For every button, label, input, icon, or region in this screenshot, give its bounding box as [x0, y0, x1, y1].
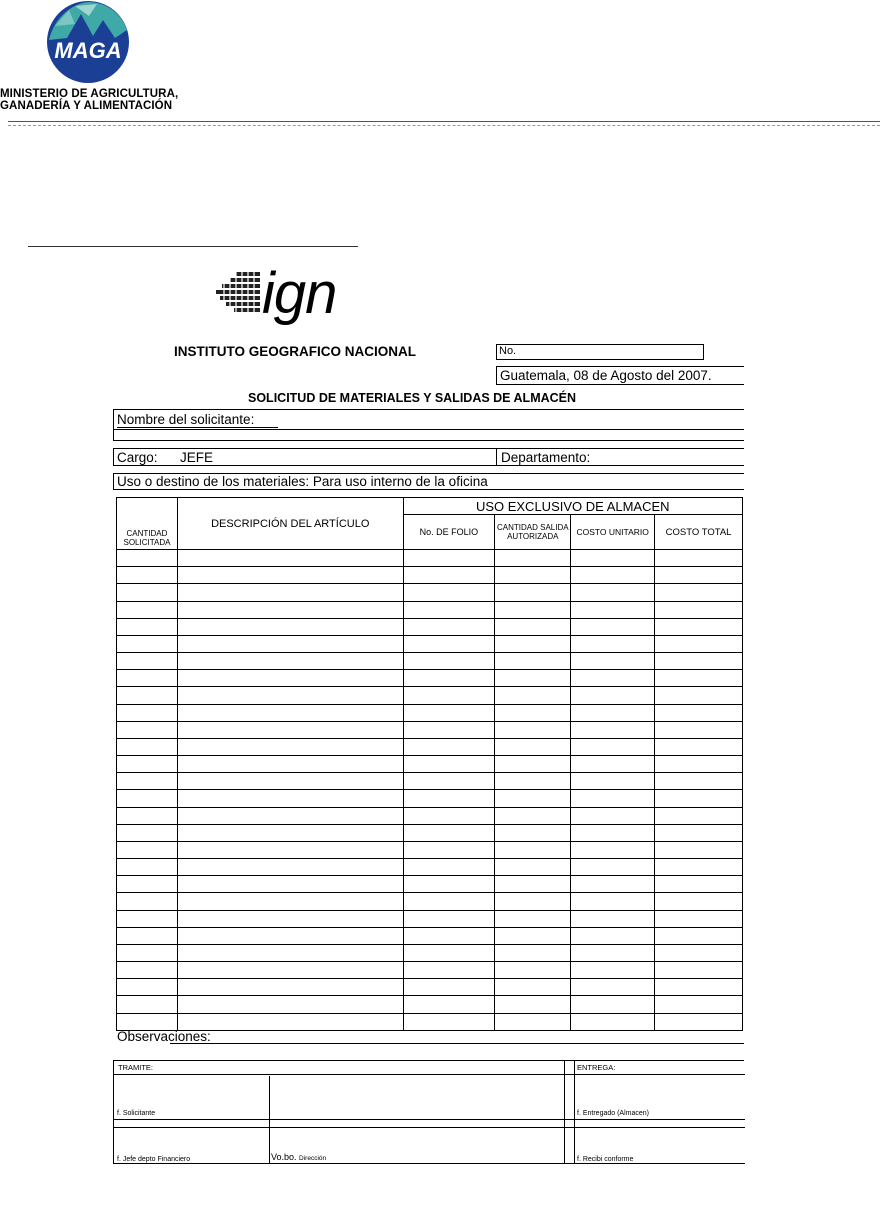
table-cell[interactable] — [177, 859, 403, 876]
table-cell[interactable] — [177, 670, 403, 687]
table-cell[interactable] — [403, 962, 495, 979]
vobo-label: Vo.bo. — [271, 1152, 297, 1162]
table-cell[interactable] — [571, 979, 655, 996]
table-row — [117, 979, 743, 996]
items-table — [116, 497, 743, 1031]
cargo-label: Cargo: — [117, 450, 158, 465]
table-cell[interactable] — [495, 807, 571, 824]
table-row — [117, 704, 743, 721]
table-cell[interactable] — [571, 738, 655, 755]
table-cell[interactable] — [403, 996, 495, 1013]
table-cell[interactable] — [655, 601, 743, 618]
table-cell[interactable] — [177, 962, 403, 979]
table-cell[interactable] — [117, 653, 178, 670]
table-cell[interactable] — [655, 704, 743, 721]
table-row — [117, 841, 743, 858]
col-description-header: DESCRIPCIÓN DEL ARTÍCULO — [177, 498, 403, 550]
table-row — [117, 670, 743, 687]
table-cell[interactable] — [571, 876, 655, 893]
table-cell[interactable] — [495, 756, 571, 773]
table-cell[interactable] — [495, 773, 571, 790]
tramite-label: TRAMITE: — [118, 1063, 153, 1072]
table-cell[interactable] — [571, 567, 655, 584]
table-row — [117, 738, 743, 755]
table-cell[interactable] — [117, 773, 178, 790]
table-cell[interactable] — [177, 1013, 403, 1030]
table-cell[interactable] — [117, 841, 178, 858]
table-cell[interactable] — [403, 704, 495, 721]
table-cell[interactable] — [177, 979, 403, 996]
table-cell[interactable] — [403, 944, 495, 961]
table-cell[interactable] — [655, 944, 743, 961]
table-row — [117, 773, 743, 790]
observations-line[interactable] — [170, 1043, 744, 1044]
table-cell[interactable] — [403, 550, 495, 567]
table-cell[interactable] — [117, 944, 178, 961]
table-cell[interactable] — [403, 670, 495, 687]
table-cell[interactable] — [117, 738, 178, 755]
table-cell[interactable] — [177, 910, 403, 927]
table-cell[interactable] — [177, 738, 403, 755]
table-cell[interactable] — [495, 927, 571, 944]
table-cell[interactable] — [117, 790, 178, 807]
table-cell[interactable] — [177, 756, 403, 773]
use-field[interactable] — [113, 473, 744, 490]
table-row — [117, 567, 743, 584]
table-cell[interactable] — [571, 841, 655, 858]
table-cell[interactable] — [403, 824, 495, 841]
table-cell[interactable] — [177, 996, 403, 1013]
table-cell[interactable] — [655, 893, 743, 910]
table-cell[interactable] — [571, 859, 655, 876]
table-cell[interactable] — [117, 979, 178, 996]
table-row — [117, 962, 743, 979]
date-field: Guatemala, 08 de Agosto del 2007. — [496, 366, 744, 385]
signature-jefe-financiero[interactable]: f. Jefe depto Financiero — [117, 1156, 191, 1163]
table-cell[interactable] — [117, 1013, 178, 1030]
department-label: Departamento: — [501, 450, 591, 465]
table-cell[interactable] — [495, 670, 571, 687]
table-cell[interactable] — [655, 824, 743, 841]
table-cell[interactable] — [177, 841, 403, 858]
table-cell[interactable] — [571, 550, 655, 567]
table-cell[interactable] — [403, 841, 495, 858]
table-cell[interactable] — [655, 756, 743, 773]
table-cell[interactable] — [495, 1013, 571, 1030]
table-cell[interactable] — [655, 687, 743, 704]
table-cell[interactable] — [655, 807, 743, 824]
table-cell[interactable] — [177, 550, 403, 567]
table-cell[interactable] — [495, 841, 571, 858]
table-cell[interactable] — [655, 910, 743, 927]
signature-entregado[interactable]: f. Entregado (Almacen) — [577, 1110, 649, 1117]
table-row — [117, 910, 743, 927]
table-cell[interactable] — [403, 859, 495, 876]
table-cell[interactable] — [495, 944, 571, 961]
table-cell[interactable] — [571, 927, 655, 944]
table-cell[interactable] — [655, 550, 743, 567]
table-cell[interactable] — [571, 996, 655, 1013]
table-cell[interactable] — [571, 1013, 655, 1030]
table-cell[interactable] — [495, 704, 571, 721]
maga-logo — [45, 0, 131, 84]
item-rows — [117, 550, 743, 1031]
table-cell[interactable] — [655, 876, 743, 893]
table-cell[interactable] — [177, 790, 403, 807]
header-divider-dashed — [8, 125, 880, 126]
table-cell[interactable] — [177, 807, 403, 824]
svg-text:MAGA: MAGA — [54, 38, 122, 63]
table-cell[interactable] — [495, 893, 571, 910]
entrega-label: ENTREGA: — [577, 1063, 616, 1072]
table-cell[interactable] — [495, 550, 571, 567]
vobo-sub: Dirección — [299, 1155, 327, 1162]
table-cell[interactable] — [571, 807, 655, 824]
table-row — [117, 859, 743, 876]
table-cell[interactable] — [403, 773, 495, 790]
table-cell[interactable] — [571, 704, 655, 721]
table-cell[interactable] — [495, 618, 571, 635]
table-cell[interactable] — [177, 687, 403, 704]
table-cell[interactable] — [571, 756, 655, 773]
scan-line — [28, 246, 358, 247]
table-cell[interactable] — [403, 876, 495, 893]
table-cell[interactable] — [495, 601, 571, 618]
institute-name: INSTITUTO GEOGRAFICO NACIONAL — [174, 344, 416, 359]
table-cell[interactable] — [655, 927, 743, 944]
table-cell[interactable] — [403, 584, 495, 601]
table-cell[interactable] — [571, 790, 655, 807]
vobo-signature[interactable] — [271, 1152, 326, 1162]
observations-label: Observaciones: — [117, 1029, 211, 1044]
table-cell[interactable] — [571, 670, 655, 687]
table-cell[interactable] — [655, 635, 743, 652]
table-cell[interactable] — [117, 721, 178, 738]
header-divider — [8, 121, 880, 122]
table-cell[interactable] — [655, 721, 743, 738]
table-cell[interactable] — [117, 807, 178, 824]
table-row — [117, 687, 743, 704]
table-cell[interactable] — [495, 876, 571, 893]
table-cell[interactable] — [655, 996, 743, 1013]
number-field[interactable]: No. — [496, 344, 704, 360]
table-cell[interactable] — [117, 704, 178, 721]
table-cell[interactable] — [177, 876, 403, 893]
table-cell[interactable] — [403, 807, 495, 824]
warehouse-header: USO EXCLUSIVO DE ALMACEN — [403, 498, 742, 515]
table-cell[interactable] — [177, 567, 403, 584]
table-cell[interactable] — [403, 601, 495, 618]
table-cell[interactable] — [117, 859, 178, 876]
col-quantity-header: CANTIDAD SOLICITADA — [117, 498, 178, 550]
table-cell[interactable] — [495, 996, 571, 1013]
table-cell[interactable] — [117, 618, 178, 635]
col-authorized-header: CANTIDAD SALIDA AUTORIZADA — [495, 515, 571, 550]
table-row — [117, 790, 743, 807]
table-cell[interactable] — [571, 910, 655, 927]
table-row — [117, 635, 743, 652]
table-cell[interactable] — [117, 927, 178, 944]
table-cell[interactable] — [117, 687, 178, 704]
table-cell[interactable] — [571, 584, 655, 601]
table-cell[interactable] — [403, 927, 495, 944]
table-cell[interactable] — [403, 635, 495, 652]
table-cell[interactable] — [495, 979, 571, 996]
table-cell[interactable] — [403, 1013, 495, 1030]
use-label: Uso o destino de los materiales: Para uso interno de la oficina — [117, 474, 488, 489]
table-cell[interactable] — [571, 893, 655, 910]
table-cell[interactable] — [117, 756, 178, 773]
table-cell[interactable] — [117, 893, 178, 910]
table-cell[interactable] — [495, 653, 571, 670]
table-cell[interactable] — [655, 962, 743, 979]
table-cell[interactable] — [495, 738, 571, 755]
table-cell[interactable] — [571, 601, 655, 618]
table-cell[interactable] — [495, 962, 571, 979]
table-cell[interactable] — [403, 653, 495, 670]
table-row — [117, 721, 743, 738]
table-cell[interactable] — [655, 1013, 743, 1030]
table-cell[interactable] — [571, 824, 655, 841]
ign-logo-mark — [214, 270, 264, 316]
table-cell[interactable] — [571, 773, 655, 790]
table-cell[interactable] — [571, 962, 655, 979]
table-cell[interactable] — [177, 893, 403, 910]
table-cell[interactable] — [571, 944, 655, 961]
table-row — [117, 807, 743, 824]
table-cell[interactable] — [655, 773, 743, 790]
table-row — [117, 944, 743, 961]
table-cell[interactable] — [403, 687, 495, 704]
ign-logo-text: ign — [262, 261, 337, 326]
table-cell[interactable] — [495, 910, 571, 927]
table-cell[interactable] — [403, 567, 495, 584]
table-cell[interactable] — [177, 824, 403, 841]
table-cell[interactable] — [117, 876, 178, 893]
table-cell[interactable] — [403, 893, 495, 910]
requester-label: Nombre del solicitante: — [117, 412, 278, 428]
table-cell[interactable] — [177, 927, 403, 944]
table-cell[interactable] — [117, 635, 178, 652]
table-cell[interactable] — [495, 790, 571, 807]
table-cell[interactable] — [117, 824, 178, 841]
table-cell[interactable] — [655, 670, 743, 687]
table-cell[interactable] — [403, 618, 495, 635]
table-row — [117, 927, 743, 944]
table-cell[interactable] — [655, 618, 743, 635]
table-cell[interactable] — [495, 567, 571, 584]
table-cell[interactable] — [177, 635, 403, 652]
table-cell[interactable] — [403, 721, 495, 738]
table-row — [117, 893, 743, 910]
table-cell[interactable] — [177, 704, 403, 721]
table-cell[interactable] — [117, 567, 178, 584]
table-row — [117, 601, 743, 618]
signature-solicitante[interactable]: f. Solicitante — [117, 1110, 156, 1117]
signature-recibi[interactable]: f. Recibi conforme — [577, 1156, 634, 1163]
table-row — [117, 824, 743, 841]
table-cell[interactable] — [655, 738, 743, 755]
ministry-name: MINISTERIO DE AGRICULTURA, GANADERÍA Y ALIMENTACIÓN — [0, 88, 179, 112]
signature-area — [113, 1060, 745, 1164]
table-cell[interactable] — [655, 653, 743, 670]
table-cell[interactable] — [177, 653, 403, 670]
requester-field[interactable] — [113, 409, 744, 441]
table-cell[interactable] — [403, 910, 495, 927]
col-folio-header: No. DE FOLIO — [403, 515, 495, 550]
table-cell[interactable] — [571, 635, 655, 652]
table-cell[interactable] — [117, 996, 178, 1013]
table-cell[interactable] — [177, 618, 403, 635]
table-cell[interactable] — [403, 738, 495, 755]
table-cell[interactable] — [177, 584, 403, 601]
cargo-value[interactable]: JEFE — [180, 450, 214, 465]
table-cell[interactable] — [177, 944, 403, 961]
table-row — [117, 876, 743, 893]
table-cell[interactable] — [655, 841, 743, 858]
table-cell[interactable] — [177, 601, 403, 618]
table-row — [117, 653, 743, 670]
table-cell[interactable] — [655, 859, 743, 876]
table-cell[interactable] — [177, 721, 403, 738]
table-cell[interactable] — [117, 584, 178, 601]
table-cell[interactable] — [571, 618, 655, 635]
table-cell[interactable] — [177, 773, 403, 790]
table-cell[interactable] — [655, 790, 743, 807]
table-row — [117, 618, 743, 635]
table-cell[interactable] — [571, 687, 655, 704]
table-cell[interactable] — [571, 653, 655, 670]
table-cell[interactable] — [495, 824, 571, 841]
table-row — [117, 584, 743, 601]
table-row — [117, 996, 743, 1013]
table-cell[interactable] — [495, 721, 571, 738]
table-cell[interactable] — [495, 635, 571, 652]
table-row — [117, 1013, 743, 1030]
table-row — [117, 550, 743, 567]
table-cell[interactable] — [495, 859, 571, 876]
table-cell[interactable] — [655, 567, 743, 584]
table-cell[interactable] — [117, 910, 178, 927]
table-cell[interactable] — [655, 584, 743, 601]
cargo-row — [113, 448, 744, 466]
col-unit-cost-header: COSTO UNITARIO — [571, 515, 655, 550]
table-row — [117, 756, 743, 773]
table-cell[interactable] — [655, 979, 743, 996]
table-cell[interactable] — [403, 790, 495, 807]
table-cell[interactable] — [495, 584, 571, 601]
table-cell[interactable] — [117, 670, 178, 687]
table-cell[interactable] — [117, 601, 178, 618]
col-total-cost-header: COSTO TOTAL — [655, 515, 743, 550]
table-cell[interactable] — [403, 756, 495, 773]
table-cell[interactable] — [117, 550, 178, 567]
table-cell[interactable] — [403, 979, 495, 996]
table-cell[interactable] — [495, 687, 571, 704]
form-title: SOLICITUD DE MATERIALES Y SALIDAS DE ALMACÉN — [248, 391, 577, 405]
table-cell[interactable] — [117, 962, 178, 979]
table-cell[interactable] — [571, 721, 655, 738]
